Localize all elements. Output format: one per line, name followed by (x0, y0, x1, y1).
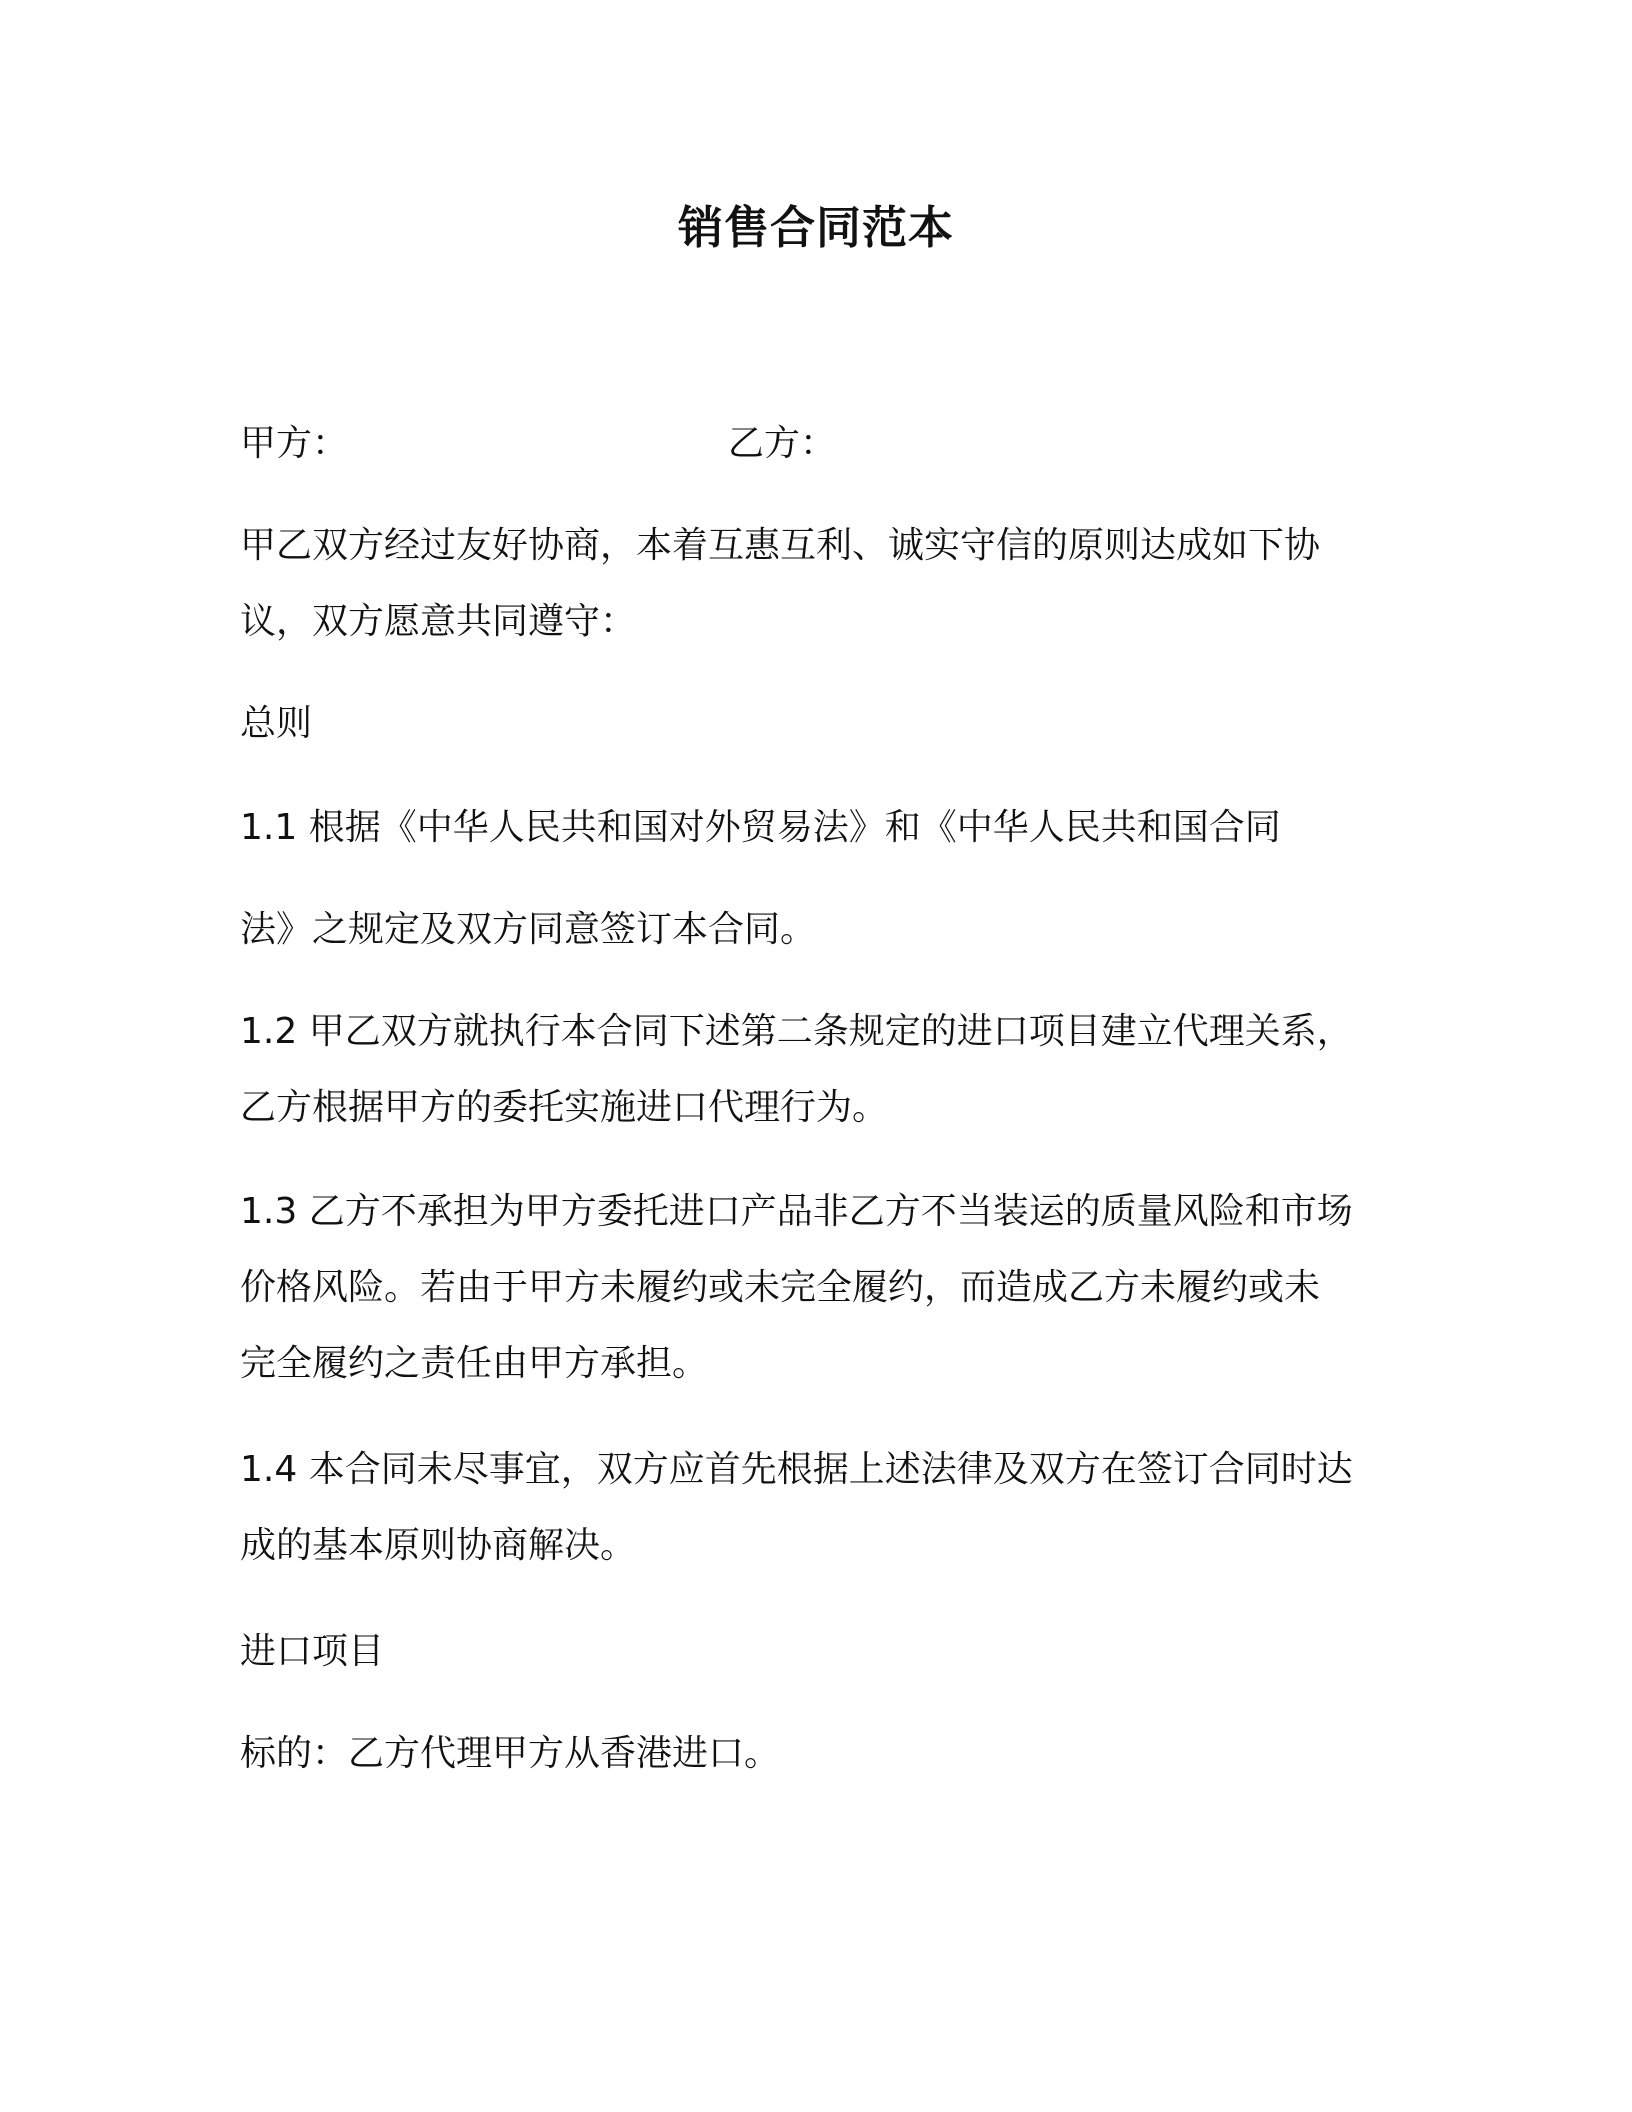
subject-line: 标的：乙方代理甲方从香港进口。 (240, 1733, 781, 1774)
clause-1-2-line-2: 乙方根据甲方的委托实施进口代理行为。 (240, 1087, 889, 1128)
clause-1-2-line-1: 1.2 甲乙双方就执行本合同下述第二条规定的进口项目建立代理关系， (240, 1011, 1353, 1052)
clause-1-4-line-1: 1.4 本合同未尽事宜，双方应首先根据上述法律及双方在签订合同时达 (240, 1449, 1353, 1490)
clause-1-3-line-2: 价格风险。若由于甲方未履约或未完全履约，而造成乙方未履约或未 (240, 1267, 1321, 1308)
party-a-label: 甲方： (240, 423, 349, 464)
section-heading-general: 总则 (240, 703, 313, 744)
clause-1-4-line-2: 成的基本原则协商解决。 (240, 1525, 637, 1566)
clause-1-3-line-3: 完全履约之责任由甲方承担。 (240, 1343, 709, 1384)
intro-line-1: 甲乙双方经过友好协商，本着互惠互利、诚实守信的原则达成如下协 (240, 525, 1321, 566)
clause-1-1-line-1: 1.1 根据《中华人民共和国对外贸易法》和《中华人民共和国合同 (240, 807, 1281, 848)
section-heading-import: 进口项目 (240, 1631, 385, 1672)
intro-line-2: 议，双方愿意共同遵守： (240, 601, 637, 642)
document-title: 销售合同范本 (677, 201, 954, 254)
party-b-label: 乙方： (728, 423, 837, 464)
clause-1-3-line-1: 1.3 乙方不承担为甲方委托进口产品非乙方不当装运的质量风险和市场 (240, 1191, 1353, 1232)
clause-1-1-line-2: 法》之规定及双方同意签订本合同。 (240, 909, 817, 950)
